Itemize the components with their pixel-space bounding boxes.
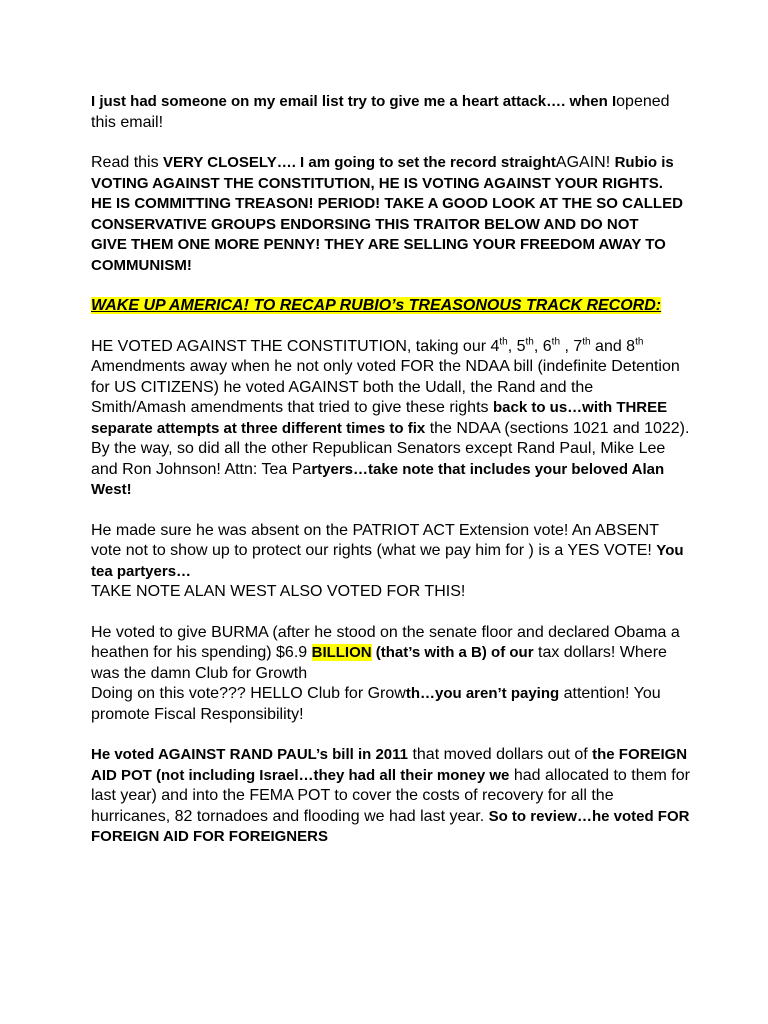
text-run: You tea partyers… <box>91 542 684 580</box>
paragraph <box>91 153 691 276</box>
ordinal-superscript: th <box>582 336 591 348</box>
ordinal-superscript: th <box>499 336 508 348</box>
text-run: WAKE UP AMERICA! TO RECAP RUBIO’s TREASONOUS TRACK RECORD: <box>91 297 662 314</box>
text-run: opened this email! <box>91 93 670 131</box>
text-run: Amendments away when he not only voted FOR the NDAA bill (indefinite Detention for US CITIZENS) he voted AGAINST both the Udall, the Rand and the Smith/Amash amendments that tried to give these rights <box>91 358 680 416</box>
ordinal-superscript: th <box>525 336 534 348</box>
text-run: He made sure he was absent on the PATRIOT ACT Extension vote! An ABSENT vote not to show up to protect our rights (what we pay him for ) is a YES VOTE! <box>91 521 659 559</box>
text-run: BILLION <box>311 644 372 661</box>
text-run: TAKE NOTE ALAN WEST ALSO VOTED FOR THIS! <box>91 583 466 600</box>
text-run: , 6 <box>533 337 552 355</box>
text-run: I just had someone on my email list try to give me a heart attack…. when I <box>91 93 617 110</box>
paragraph <box>91 92 691 133</box>
paragraph <box>91 296 691 317</box>
text-run: HE VOTED AGAINST THE CONSTITUTION, taking our 4 <box>91 337 500 355</box>
text-run: , 7 <box>560 337 583 355</box>
paragraph <box>91 337 691 501</box>
text-run: tax dollars! Where was the damn Club for Growth <box>91 644 667 682</box>
paragraph <box>91 521 691 603</box>
text-run: Rubio is VOTING AGAINST THE CONSTITUTION, HE IS VOTING AGAINST YOUR RIGHTS. <box>91 154 674 192</box>
text-run: (that’s with a B) of our <box>371 644 534 661</box>
text-run: and 8 <box>590 337 636 355</box>
text-run: He voted AGAINST RAND PAUL’s bill in 2011 <box>91 746 409 763</box>
text-run: AGAIN! <box>555 154 615 171</box>
ordinal-superscript: th <box>635 336 644 348</box>
text-run: that moved dollars out of <box>408 746 593 763</box>
text-run: VERY CLOSELY…. I am going to set the record straight <box>163 154 556 171</box>
text-run: the NDAA (sections 1021 and 1022). By the way, so did all the other Republican Senators except Rand Paul, Mike Lee and Ron Johnson! Attn: Tea Pa <box>91 419 690 478</box>
text-run: back to us…with THREE separate attempts at three different times to fix <box>91 399 668 437</box>
text-run: had allocated to them for last year) and into the FEMA POT to cover the costs of recovery for all the hurricanes, 82 tornadoes and flooding we had last year. <box>91 766 690 825</box>
text-run: He voted to give BURMA (after he stood on the senate floor and declared Obama a heathen for his spending) $6.9 <box>91 623 680 661</box>
email-body <box>91 92 691 868</box>
text-run: GIVE THEM ONE MORE PENNY! THEY ARE SELLING YOUR FREEDOM AWAY TO COMMUNISM! <box>91 236 666 274</box>
paragraph <box>91 745 691 848</box>
text-run: the FOREIGN AID POT (not including Israel…they had all their money we <box>91 746 688 784</box>
paragraph <box>91 623 691 726</box>
text-run: Read this <box>91 154 164 171</box>
text-run: So to review…he voted FOR FOREIGN AID FOR FOREIGNERS <box>91 807 690 845</box>
text-run: , 5 <box>507 337 526 355</box>
text-run: th…you aren’t paying <box>405 685 560 702</box>
text-run: Doing on this vote??? HELLO Club for Grow <box>91 685 406 702</box>
ordinal-superscript: th <box>551 336 561 348</box>
text-run: attention! You promote Fiscal Responsibility! <box>91 685 661 723</box>
text-run: HE IS COMMITTING TREASON! PERIOD! TAKE A GOOD LOOK AT THE SO CALLED CONSERVATIVE GROUPS ENDORSING THIS TRAITOR BELOW AND DO NOT <box>91 195 683 233</box>
text-run: rtyers…take note that includes your beloved Alan West! <box>91 460 665 498</box>
